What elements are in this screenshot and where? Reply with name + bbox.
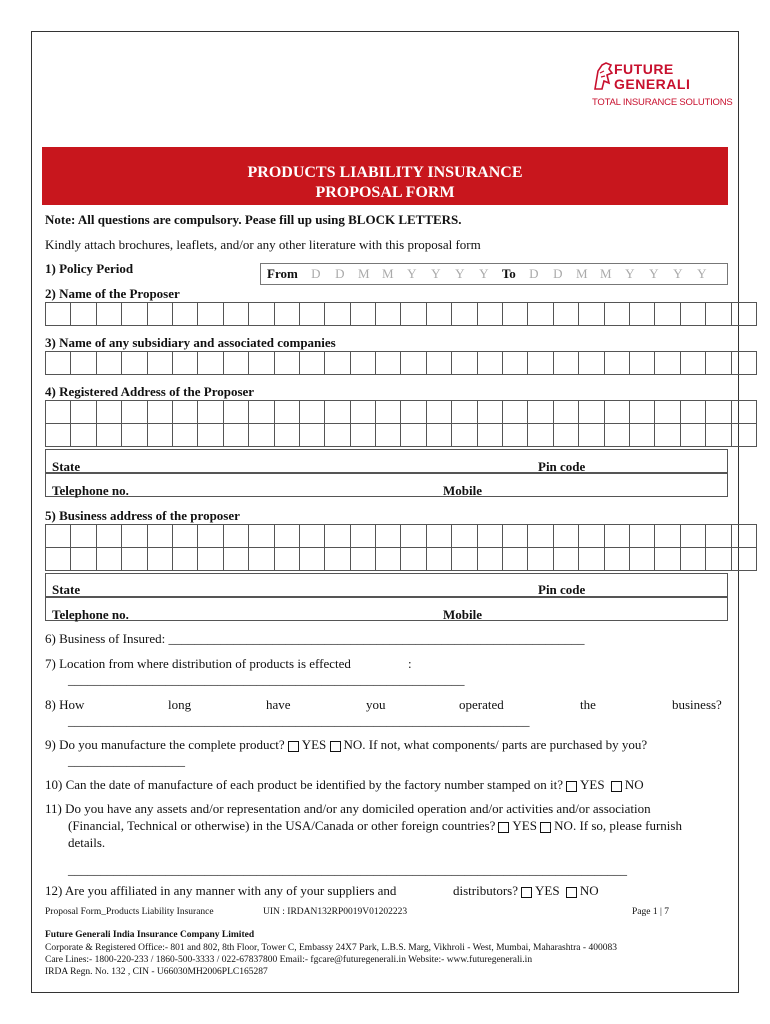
letter-box[interactable] bbox=[71, 525, 96, 548]
subsidiary-grid[interactable] bbox=[45, 351, 757, 375]
letter-box[interactable] bbox=[376, 401, 401, 424]
letter-box[interactable] bbox=[198, 525, 223, 548]
letter-box[interactable] bbox=[579, 548, 604, 571]
brand-line1: FUTURE bbox=[614, 61, 674, 77]
letter-box[interactable] bbox=[96, 401, 121, 424]
letter-box[interactable] bbox=[376, 424, 401, 447]
letter-box[interactable] bbox=[172, 352, 197, 375]
letter-box[interactable] bbox=[147, 401, 172, 424]
date-cell[interactable]: Y bbox=[431, 266, 441, 281]
letter-box[interactable] bbox=[655, 352, 680, 375]
q4-label: 4) Registered Address of the Proposer bbox=[45, 384, 255, 399]
q8-answer-line[interactable]: _______________________________________________________________________ bbox=[68, 713, 530, 728]
q8-word: you bbox=[366, 697, 386, 712]
date-cell[interactable]: D bbox=[311, 266, 321, 281]
letter-box[interactable] bbox=[122, 352, 147, 375]
letter-box[interactable] bbox=[579, 352, 604, 375]
letter-box[interactable] bbox=[426, 303, 451, 326]
letter-box[interactable] bbox=[172, 303, 197, 326]
form-title-line2: PROPOSAL FORM bbox=[315, 184, 455, 201]
date-cell[interactable]: D bbox=[529, 266, 539, 281]
no-checkbox[interactable] bbox=[611, 781, 622, 792]
letter-box[interactable] bbox=[376, 352, 401, 375]
date-cell[interactable]: Y bbox=[407, 266, 417, 281]
letter-box[interactable] bbox=[503, 352, 528, 375]
q9-followup: NO. If not, what components/ parts are purchased by you? bbox=[343, 737, 648, 752]
letter-box[interactable] bbox=[376, 525, 401, 548]
q11-line1: 11) Do you have any assets and/or representation and/or any domiciled operation and/or activities and/or association bbox=[45, 801, 651, 816]
letter-box[interactable] bbox=[731, 548, 756, 571]
letter-box[interactable] bbox=[325, 401, 350, 424]
letter-box[interactable] bbox=[655, 548, 680, 571]
letter-box[interactable] bbox=[503, 424, 528, 447]
letter-box[interactable] bbox=[706, 401, 731, 424]
letter-box[interactable] bbox=[579, 401, 604, 424]
letter-box[interactable] bbox=[96, 548, 121, 571]
letter-box[interactable] bbox=[553, 303, 578, 326]
letter-box[interactable] bbox=[274, 401, 299, 424]
letter-box[interactable] bbox=[147, 424, 172, 447]
no-checkbox[interactable] bbox=[330, 741, 341, 752]
letter-box[interactable] bbox=[426, 548, 451, 571]
mobile-label: Mobile bbox=[443, 483, 482, 498]
q8-word: operated bbox=[459, 697, 504, 712]
no-label: NO bbox=[624, 777, 644, 792]
letter-box[interactable] bbox=[604, 424, 629, 447]
letter-box[interactable] bbox=[147, 303, 172, 326]
letter-box[interactable] bbox=[731, 352, 756, 375]
q12-question-end: distributors? bbox=[453, 883, 518, 898]
letter-box[interactable] bbox=[299, 424, 324, 447]
letter-box[interactable] bbox=[147, 525, 172, 548]
letter-box[interactable] bbox=[198, 401, 223, 424]
date-cell[interactable]: Y bbox=[455, 266, 465, 281]
letter-box[interactable] bbox=[274, 424, 299, 447]
letter-box[interactable] bbox=[426, 352, 451, 375]
proposer-name-grid[interactable] bbox=[45, 302, 757, 326]
letter-box[interactable] bbox=[503, 401, 528, 424]
q12-question: 12) Are you affiliated in any manner with any of your suppliers and bbox=[45, 883, 397, 898]
letter-box[interactable] bbox=[629, 424, 654, 447]
letter-box[interactable] bbox=[172, 525, 197, 548]
letter-box[interactable] bbox=[122, 548, 147, 571]
letter-box[interactable] bbox=[604, 548, 629, 571]
letter-box[interactable] bbox=[274, 303, 299, 326]
q8-word: the bbox=[580, 697, 596, 712]
date-cell[interactable]: Y bbox=[479, 266, 489, 281]
q11-answer-line[interactable]: ______________________________________________________________________________________ bbox=[68, 862, 627, 877]
letter-box[interactable] bbox=[553, 352, 578, 375]
pin-label: Pin code bbox=[538, 582, 586, 597]
letter-box[interactable] bbox=[46, 401, 71, 424]
no-checkbox[interactable] bbox=[540, 822, 551, 833]
telephone-label: Telephone no. bbox=[52, 483, 129, 498]
letter-box[interactable] bbox=[680, 352, 705, 375]
letter-box[interactable] bbox=[452, 525, 477, 548]
letter-box[interactable] bbox=[731, 303, 756, 326]
letter-box[interactable] bbox=[604, 525, 629, 548]
letter-box[interactable] bbox=[477, 303, 502, 326]
letter-box[interactable] bbox=[401, 424, 426, 447]
q8-word: 8) How bbox=[45, 697, 85, 712]
no-checkbox[interactable] bbox=[566, 887, 577, 898]
brand-line2: GENERALI bbox=[614, 76, 691, 92]
letter-box[interactable] bbox=[680, 548, 705, 571]
letter-box[interactable] bbox=[503, 548, 528, 571]
letter-box[interactable] bbox=[680, 401, 705, 424]
instruction-note: Note: All questions are compulsory. Pease fill up using BLOCK LETTERS. bbox=[45, 212, 462, 227]
letter-box[interactable] bbox=[223, 525, 248, 548]
letter-box[interactable] bbox=[477, 525, 502, 548]
q7-colon: : bbox=[408, 656, 412, 671]
letter-box[interactable] bbox=[604, 303, 629, 326]
q11-question: (Financial, Technical or otherwise) in the USA/Canada or other foreign countries? bbox=[68, 818, 496, 833]
q9-question: 9) Do you manufacture the complete product? bbox=[45, 737, 285, 752]
letter-box[interactable] bbox=[452, 548, 477, 571]
letter-box[interactable] bbox=[528, 401, 553, 424]
mobile-label: Mobile bbox=[443, 607, 482, 622]
q11-followup: NO. If so, please furnish bbox=[554, 818, 682, 833]
q9-answer-line[interactable]: __________________ bbox=[68, 753, 185, 768]
letter-box[interactable] bbox=[299, 303, 324, 326]
letter-box[interactable] bbox=[223, 548, 248, 571]
letter-box[interactable] bbox=[46, 303, 71, 326]
footer-irda: IRDA Regn. No. 132 , CIN - U66030MH2006PLC165287 bbox=[45, 967, 268, 977]
letter-box[interactable] bbox=[629, 525, 654, 548]
business-phone-row[interactable] bbox=[45, 597, 728, 621]
letter-box[interactable] bbox=[706, 525, 731, 548]
letter-box[interactable] bbox=[731, 424, 756, 447]
q8-word: have bbox=[266, 697, 291, 712]
yes-label: YES bbox=[512, 818, 537, 833]
letter-box[interactable] bbox=[680, 303, 705, 326]
letter-box[interactable] bbox=[299, 401, 324, 424]
letter-box[interactable] bbox=[452, 352, 477, 375]
lion-icon bbox=[592, 59, 614, 93]
q7-label: 7) Location from where distribution of products is effected bbox=[45, 656, 351, 671]
letter-box[interactable] bbox=[274, 525, 299, 548]
letter-box[interactable] bbox=[325, 525, 350, 548]
letter-box[interactable] bbox=[350, 303, 375, 326]
q5-label: 5) Business address of the proposer bbox=[45, 508, 240, 523]
letter-box[interactable] bbox=[172, 424, 197, 447]
letter-box[interactable] bbox=[477, 424, 502, 447]
letter-box[interactable] bbox=[731, 525, 756, 548]
letter-box[interactable] bbox=[325, 424, 350, 447]
letter-box[interactable] bbox=[655, 424, 680, 447]
letter-box[interactable] bbox=[629, 401, 654, 424]
letter-box[interactable] bbox=[503, 303, 528, 326]
letter-box[interactable] bbox=[528, 525, 553, 548]
letter-box[interactable] bbox=[731, 401, 756, 424]
footer-page: Page 1 | 7 bbox=[632, 907, 669, 917]
letter-box[interactable] bbox=[528, 548, 553, 571]
letter-box[interactable] bbox=[172, 548, 197, 571]
letter-box[interactable] bbox=[122, 401, 147, 424]
letter-box[interactable] bbox=[46, 352, 71, 375]
letter-box[interactable] bbox=[71, 548, 96, 571]
letter-box[interactable] bbox=[426, 424, 451, 447]
q12-options bbox=[453, 883, 599, 899]
letter-box[interactable] bbox=[655, 401, 680, 424]
yes-checkbox[interactable] bbox=[566, 781, 577, 792]
q1-label: 1) Policy Period bbox=[45, 261, 134, 276]
letter-box[interactable] bbox=[452, 303, 477, 326]
letter-box[interactable] bbox=[249, 525, 274, 548]
state-label: State bbox=[52, 459, 81, 474]
q8-word: long bbox=[168, 697, 192, 712]
footer-company: Future Generali India Insurance Company Limited bbox=[45, 930, 255, 940]
letter-box[interactable] bbox=[71, 352, 96, 375]
date-cell[interactable]: Y bbox=[697, 266, 707, 281]
registered-phone-row[interactable] bbox=[45, 473, 728, 497]
letter-box[interactable] bbox=[350, 401, 375, 424]
letter-box[interactable] bbox=[350, 525, 375, 548]
letter-box[interactable] bbox=[46, 525, 71, 548]
letter-box[interactable] bbox=[96, 352, 121, 375]
footer-care: Care Lines:- 1800-220-233 / 1860-500-3333 / 022-67837800 Email:- fgcare@futuregenerali.in Website:- www.futuregenerali.in bbox=[45, 955, 533, 965]
letter-box[interactable] bbox=[401, 548, 426, 571]
date-cell[interactable]: D bbox=[553, 266, 563, 281]
business-address-grid[interactable] bbox=[45, 524, 757, 571]
date-cell[interactable]: M bbox=[358, 266, 370, 281]
letter-box[interactable] bbox=[325, 352, 350, 375]
letter-box[interactable] bbox=[249, 352, 274, 375]
footer-doc-name: Proposal Form_Products Liability Insurance bbox=[45, 907, 214, 917]
letter-box[interactable] bbox=[376, 303, 401, 326]
policy-period-field[interactable] bbox=[260, 263, 728, 285]
letter-box[interactable] bbox=[198, 352, 223, 375]
letter-box[interactable] bbox=[706, 424, 731, 447]
yes-label: YES bbox=[535, 883, 560, 898]
letter-box[interactable] bbox=[604, 401, 629, 424]
letter-box[interactable] bbox=[401, 525, 426, 548]
letter-box[interactable] bbox=[299, 548, 324, 571]
brand-tagline: TOTAL INSURANCE SOLUTIONS bbox=[592, 97, 733, 108]
letter-box[interactable] bbox=[655, 525, 680, 548]
letter-box[interactable] bbox=[401, 401, 426, 424]
letter-box[interactable] bbox=[553, 424, 578, 447]
letter-box[interactable] bbox=[629, 548, 654, 571]
letter-box[interactable] bbox=[147, 352, 172, 375]
letter-box[interactable] bbox=[680, 424, 705, 447]
letter-box[interactable] bbox=[71, 303, 96, 326]
letter-box[interactable] bbox=[223, 352, 248, 375]
letter-box[interactable] bbox=[46, 548, 71, 571]
date-cell[interactable]: M bbox=[600, 266, 612, 281]
date-cell[interactable]: Y bbox=[673, 266, 683, 281]
letter-box[interactable] bbox=[604, 352, 629, 375]
letter-box[interactable] bbox=[553, 525, 578, 548]
letter-box[interactable] bbox=[299, 352, 324, 375]
date-cell[interactable]: D bbox=[335, 266, 345, 281]
q11-line3: details. bbox=[68, 835, 106, 850]
letter-box[interactable] bbox=[426, 525, 451, 548]
letter-box[interactable] bbox=[223, 401, 248, 424]
letter-box[interactable] bbox=[96, 525, 121, 548]
letter-box[interactable] bbox=[426, 401, 451, 424]
letter-box[interactable] bbox=[198, 424, 223, 447]
letter-box[interactable] bbox=[122, 303, 147, 326]
letter-box[interactable] bbox=[528, 303, 553, 326]
letter-box[interactable] bbox=[579, 525, 604, 548]
letter-box[interactable] bbox=[528, 352, 553, 375]
letter-box[interactable] bbox=[71, 401, 96, 424]
letter-box[interactable] bbox=[579, 424, 604, 447]
letter-box[interactable] bbox=[96, 424, 121, 447]
registered-state-row[interactable] bbox=[45, 449, 728, 473]
letter-box[interactable] bbox=[477, 401, 502, 424]
letter-box[interactable] bbox=[172, 401, 197, 424]
yes-checkbox[interactable] bbox=[498, 822, 509, 833]
q6-business[interactable]: 6) Business of Insured: ________________________________________________________________ bbox=[45, 631, 585, 646]
letter-box[interactable] bbox=[299, 525, 324, 548]
state-label: State bbox=[52, 582, 81, 597]
date-cell[interactable]: M bbox=[382, 266, 394, 281]
letter-box[interactable] bbox=[401, 352, 426, 375]
letter-box[interactable] bbox=[629, 303, 654, 326]
letter-box[interactable] bbox=[528, 424, 553, 447]
letter-box[interactable] bbox=[629, 352, 654, 375]
letter-box[interactable] bbox=[452, 401, 477, 424]
letter-box[interactable] bbox=[223, 424, 248, 447]
letter-box[interactable] bbox=[325, 548, 350, 571]
form-title-line1: PRODUCTS LIABILITY INSURANCE bbox=[247, 164, 523, 181]
date-cell[interactable]: Y bbox=[625, 266, 635, 281]
letter-box[interactable] bbox=[706, 352, 731, 375]
form-title-banner bbox=[42, 147, 728, 205]
letter-box[interactable] bbox=[249, 424, 274, 447]
letter-box[interactable] bbox=[680, 525, 705, 548]
letter-box[interactable] bbox=[477, 352, 502, 375]
letter-box[interactable] bbox=[350, 424, 375, 447]
letter-box[interactable] bbox=[147, 548, 172, 571]
attach-note: Kindly attach brochures, leaflets, and/or any other literature with this proposal form bbox=[45, 237, 481, 252]
letter-box[interactable] bbox=[579, 303, 604, 326]
letter-box[interactable] bbox=[350, 548, 375, 571]
letter-box[interactable] bbox=[198, 548, 223, 571]
q3-label: 3) Name of any subsidiary and associated companies bbox=[45, 335, 336, 350]
date-cell[interactable]: Y bbox=[649, 266, 659, 281]
q9-line bbox=[45, 737, 647, 753]
letter-box[interactable] bbox=[249, 303, 274, 326]
letter-box[interactable] bbox=[274, 352, 299, 375]
letter-box[interactable] bbox=[553, 401, 578, 424]
letter-box[interactable] bbox=[706, 548, 731, 571]
letter-box[interactable] bbox=[274, 548, 299, 571]
letter-box[interactable] bbox=[198, 303, 223, 326]
footer-office: Corporate & Registered Office:- 801 and 802, 8th Floor, Tower C, Embassy 24X7 Park, L.B.S. Marg, Vikhroli - West, Mumbai, Maharashtra - 400083 bbox=[45, 943, 617, 953]
future-generali-logo bbox=[592, 59, 733, 115]
telephone-label: Telephone no. bbox=[52, 607, 129, 622]
letter-box[interactable] bbox=[401, 303, 426, 326]
q7-answer-line[interactable]: _____________________________________________________________ bbox=[68, 672, 465, 687]
letter-box[interactable] bbox=[325, 303, 350, 326]
q8-word: business? bbox=[672, 697, 722, 712]
yes-label: YES bbox=[580, 777, 605, 792]
q10-question: 10) Can the date of manufacture of each product be identified by the factory number stamped on it? bbox=[45, 777, 564, 792]
to-label: To bbox=[501, 266, 516, 281]
letter-box[interactable] bbox=[477, 548, 502, 571]
letter-box[interactable] bbox=[46, 424, 71, 447]
from-label: From bbox=[267, 266, 298, 281]
letter-box[interactable] bbox=[376, 548, 401, 571]
letter-box[interactable] bbox=[350, 352, 375, 375]
q10-line bbox=[45, 777, 644, 793]
yes-label: YES bbox=[301, 737, 327, 752]
date-cell[interactable]: M bbox=[576, 266, 588, 281]
q2-label: 2) Name of the Proposer bbox=[45, 286, 180, 301]
registered-address-grid[interactable] bbox=[45, 400, 757, 447]
pin-label: Pin code bbox=[538, 459, 586, 474]
footer-uin: UIN : IRDAN132RP0019V01202223 bbox=[263, 907, 408, 917]
letter-box[interactable] bbox=[655, 303, 680, 326]
letter-box[interactable] bbox=[452, 424, 477, 447]
letter-box[interactable] bbox=[122, 525, 147, 548]
letter-box[interactable] bbox=[96, 303, 121, 326]
letter-box[interactable] bbox=[249, 548, 274, 571]
letter-box[interactable] bbox=[249, 401, 274, 424]
letter-box[interactable] bbox=[503, 525, 528, 548]
letter-box[interactable] bbox=[71, 424, 96, 447]
letter-box[interactable] bbox=[553, 548, 578, 571]
yes-checkbox[interactable] bbox=[521, 887, 532, 898]
letter-box[interactable] bbox=[706, 303, 731, 326]
business-state-row[interactable] bbox=[45, 573, 728, 597]
letter-box[interactable] bbox=[122, 424, 147, 447]
no-label: NO bbox=[579, 883, 599, 898]
yes-checkbox[interactable] bbox=[288, 741, 299, 752]
letter-box[interactable] bbox=[223, 303, 248, 326]
q11-line2 bbox=[68, 818, 682, 834]
